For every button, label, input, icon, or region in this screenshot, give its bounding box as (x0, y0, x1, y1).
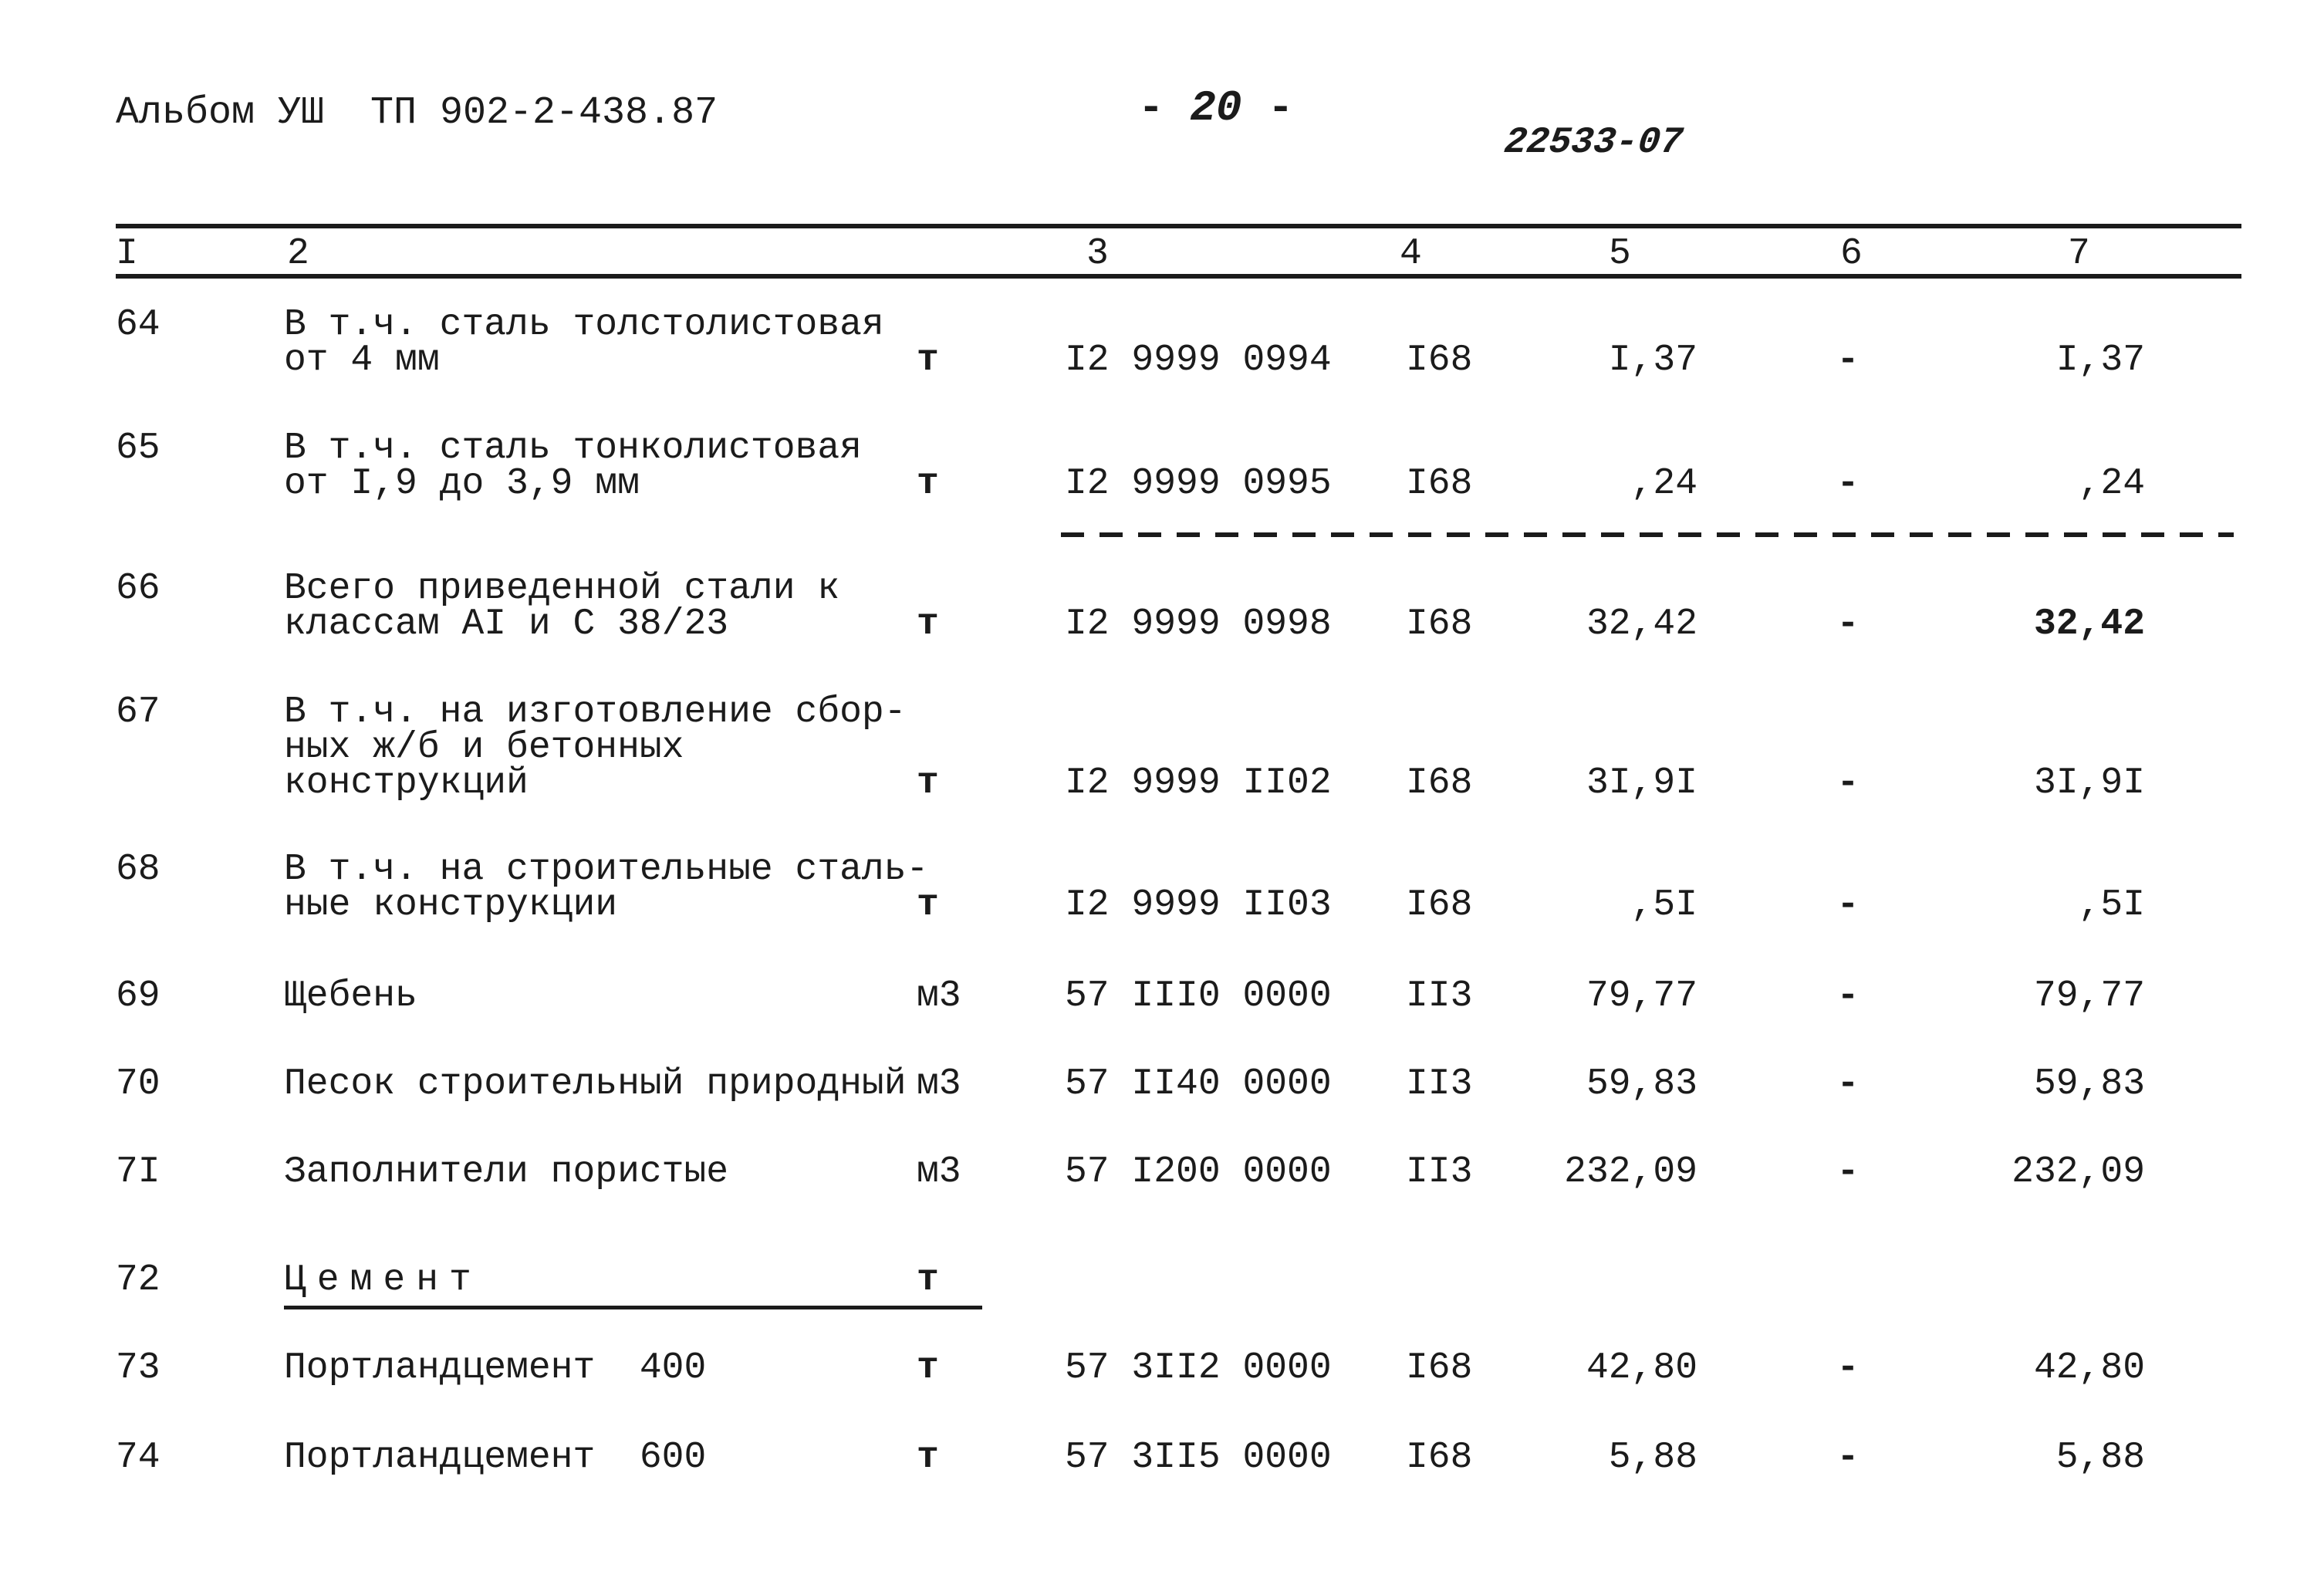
col4-value: II3 (1406, 975, 1473, 1017)
item-code: I2 9999 II02 (1065, 762, 1332, 804)
page-number-value: 20 (1190, 83, 1242, 133)
item-name: Заполнители пористые (284, 1151, 729, 1193)
unit: м3 (917, 1063, 961, 1105)
unit: т (917, 1347, 939, 1389)
item-name: В т.ч. на строительные сталь- ные конструкции (284, 849, 929, 926)
unit: т (917, 762, 939, 804)
unit: т (917, 1259, 939, 1301)
item-code: 57 II40 0000 (1065, 1063, 1332, 1105)
registration-stamp: 22533-07 (1502, 122, 1685, 164)
col5-value: 79,77 (1586, 975, 1697, 1017)
col4-value: I68 (1406, 340, 1473, 381)
col5-value: 42,80 (1586, 1347, 1697, 1389)
item-name: В т.ч. сталь тонколистовая от I,9 до 3,9 мм (284, 427, 862, 505)
page-number-dash-left: - (1138, 83, 1191, 133)
item-name: В т.ч. сталь толстолистовая от 4 мм (284, 304, 884, 381)
col4-value: I68 (1406, 884, 1473, 926)
col7-value: 32,42 (2033, 603, 2145, 645)
col5-value: 59,83 (1586, 1063, 1697, 1105)
item-code: 57 3II2 0000 (1065, 1347, 1332, 1389)
album-label: Альбом УШ (116, 91, 325, 135)
item-code: I2 9999 0995 (1065, 463, 1332, 505)
row-number: 73 (116, 1347, 160, 1389)
group-heading-underline (284, 1306, 982, 1309)
col6-value: - (1836, 884, 1860, 926)
col7-value: 59,83 (2033, 1063, 2145, 1105)
col5-value: 32,42 (1586, 603, 1697, 645)
col7-value: ,5I (2078, 884, 2145, 926)
column-header-5: 5 (1609, 233, 1631, 275)
col7-value: 232,09 (2012, 1151, 2145, 1193)
col6-value: - (1836, 340, 1860, 381)
table-top-rule (116, 224, 2241, 228)
item-name: В т.ч. на изготовление сбор- ных ж/б и бетонных конструкций (284, 691, 907, 804)
column-header-3: 3 (1086, 233, 1109, 275)
col7-value: ,24 (2078, 463, 2145, 505)
item-name: Портландцемент 400 (284, 1347, 707, 1389)
col4-value: I68 (1406, 603, 1473, 645)
row-number: 72 (116, 1259, 160, 1301)
col7-value: I,37 (2055, 340, 2145, 381)
table-header-rule (116, 274, 2241, 279)
col6-value: - (1836, 1151, 1860, 1193)
subtotal-dashed-rule (1061, 532, 2234, 537)
col4-value: II3 (1406, 1151, 1473, 1193)
col7-value: 5,88 (2055, 1437, 2145, 1478)
column-header-1: I (116, 233, 138, 275)
item-code: 57 3II5 0000 (1065, 1437, 1332, 1478)
item-code: I2 9999 0994 (1065, 340, 1332, 381)
item-code: I2 9999 II03 (1065, 884, 1332, 926)
col6-value: - (1836, 1347, 1860, 1389)
item-name: Песок строительный природный (284, 1063, 907, 1105)
row-number: 67 (116, 691, 160, 733)
column-header-7: 7 (2068, 233, 2090, 275)
col6-value: - (1836, 1063, 1860, 1105)
group-heading: Цемент (284, 1259, 482, 1301)
col4-value: I68 (1406, 1437, 1473, 1478)
col4-value: I68 (1406, 463, 1473, 505)
unit: т (917, 1437, 939, 1478)
col5-value: ,5I (1630, 884, 1697, 926)
page-number (1138, 83, 1294, 133)
col6-value: - (1836, 463, 1860, 505)
row-number: 64 (116, 304, 160, 346)
row-number: 74 (116, 1437, 160, 1478)
row-number: 66 (116, 568, 160, 610)
col5-value: ,24 (1630, 463, 1697, 505)
unit: т (917, 340, 939, 381)
unit: т (917, 603, 939, 645)
col6-value: - (1836, 762, 1860, 804)
unit: м3 (917, 975, 961, 1017)
col6-value: - (1836, 975, 1860, 1017)
item-name: Портландцемент 600 (284, 1437, 707, 1478)
project-code: ТП 902-2-438.87 (370, 91, 718, 135)
col5-value: 5,88 (1608, 1437, 1697, 1478)
col4-value: I68 (1406, 1347, 1473, 1389)
col4-value: I68 (1406, 762, 1473, 804)
column-header-6: 6 (1840, 233, 1863, 275)
col5-value: I,37 (1608, 340, 1697, 381)
page-number-dash-right: - (1241, 83, 1294, 133)
row-number: 65 (116, 427, 160, 469)
col6-value: - (1836, 603, 1860, 645)
col5-value: 3I,9I (1586, 762, 1697, 804)
row-number: 7I (116, 1151, 160, 1193)
item-name: Всего приведенной стали к классам AI и С 38/23 (284, 568, 840, 645)
item-name: Щебень (284, 975, 417, 1017)
row-number: 69 (116, 975, 160, 1017)
item-code: I2 9999 0998 (1065, 603, 1332, 645)
col5-value: 232,09 (1564, 1151, 1697, 1193)
col7-value: 3I,9I (2033, 762, 2145, 804)
row-number: 70 (116, 1063, 160, 1105)
unit: т (917, 463, 939, 505)
row-number: 68 (116, 849, 160, 890)
column-header-4: 4 (1400, 233, 1422, 275)
item-code: 57 III0 0000 (1065, 975, 1332, 1017)
col6-value: - (1836, 1437, 1860, 1478)
column-header-2: 2 (287, 233, 309, 275)
unit: м3 (917, 1151, 961, 1193)
col7-value: 79,77 (2033, 975, 2145, 1017)
item-code: 57 I200 0000 (1065, 1151, 1332, 1193)
col7-value: 42,80 (2033, 1347, 2145, 1389)
unit: т (917, 884, 939, 926)
col4-value: II3 (1406, 1063, 1473, 1105)
